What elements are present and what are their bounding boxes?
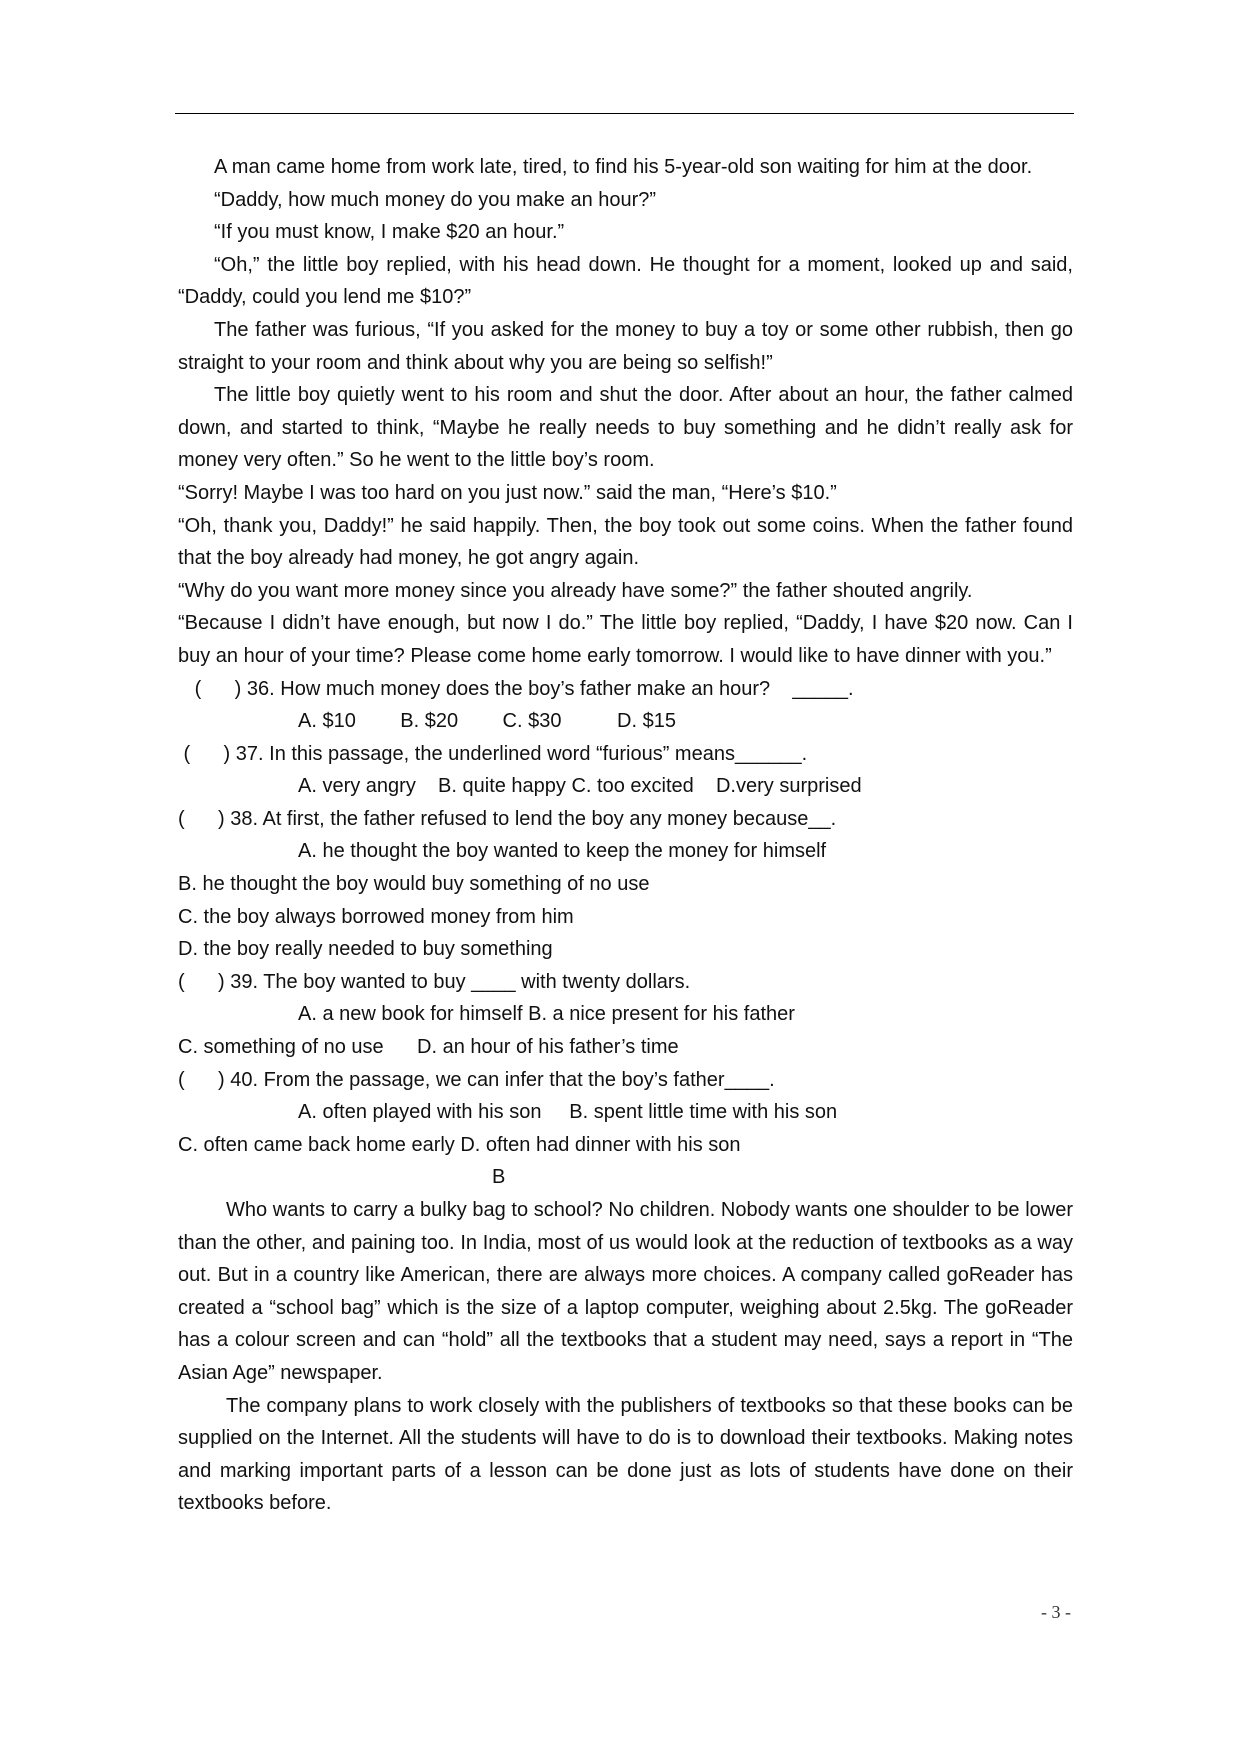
passage-a-paragraph: “If you must know, I make $20 an hour.” bbox=[214, 221, 565, 244]
question-stem: ( ) 40. From the passage, we can infer that the boy’s father____. bbox=[178, 1068, 775, 1091]
passage-a-paragraph: “Why do you want more money since you already have some?” the father shouted angrily. bbox=[178, 579, 973, 602]
page-number: - 3 - bbox=[1041, 1602, 1071, 1622]
passage-a-paragraph: The father was furious, “If you asked for the money to buy a toy or some other rubbish, then go straight to your room and think about why you are being so selfish!” bbox=[178, 318, 1073, 374]
passage-a-paragraph: The little boy quietly went to his room and shut the door. After about an hour, the father calmed down, and started to think, “Maybe he really needs to buy something and he didn’t really ask for money very often.” So he went to the little boy’s room. bbox=[178, 384, 1073, 472]
question-stem: ( ) 36. How much money does the boy’s father make an hour? _____. bbox=[178, 677, 854, 700]
question-option-d: D. the boy really needed to buy something bbox=[178, 938, 553, 961]
question-40 bbox=[178, 1064, 1073, 1162]
passage-b-paragraph: The company plans to work closely with the publishers of textbooks so that these books can be supplied on the Internet. All the students will have to do is to download their textbooks. Making notes and marking important parts of a lesson can be done just as lots of students have done on their textbooks before. bbox=[178, 1394, 1073, 1515]
section-b-heading: B bbox=[492, 1166, 506, 1189]
question-stem: ( ) 37. In this passage, the underlined word “furious” means______. bbox=[178, 742, 808, 765]
passage-a-paragraph: “Because I didn’t have enough, but now I do.” The little boy replied, “Daddy, I have $20 now. Can I buy an hour of your time? Please come home early tomorrow. I would like to have dinner with you.” bbox=[178, 612, 1073, 667]
question-stem: ( ) 39. The boy wanted to buy ____ with twenty dollars. bbox=[178, 970, 691, 993]
header-rule bbox=[175, 113, 1074, 114]
passage-a-paragraph: “Oh,” the little boy replied, with his head down. He thought for a moment, looked up and said, “Daddy, could you lend me $10?” bbox=[178, 253, 1073, 309]
question-37 bbox=[178, 738, 1073, 803]
question-option-b: B. he thought the boy would buy something of no use bbox=[178, 873, 650, 896]
question-options: A. $10 B. $20 C. $30 D. $15 bbox=[298, 710, 676, 733]
passage-a-paragraph: “Sorry! Maybe I was too hard on you just now.” said the man, “Here’s $10.” bbox=[178, 481, 837, 504]
question-36 bbox=[178, 673, 1073, 738]
question-38 bbox=[178, 803, 1073, 966]
passage-a-paragraph: “Oh, thank you, Daddy!” he said happily. Then, the boy took out some coins. When the father found that the boy already had money, he got angry again. bbox=[178, 514, 1073, 570]
question-stem: ( ) 38. At first, the father refused to lend the boy any money because__. bbox=[178, 807, 837, 830]
document-body bbox=[178, 151, 1073, 1520]
passage-a-paragraph: A man came home from work late, tired, to find his 5-year-old son waiting for him at the door. bbox=[214, 156, 1033, 178]
passage-b-paragraph: Who wants to carry a bulky bag to school? No children. Nobody wants one shoulder to be lower than the other, and paining too. In India, most of us would look at the reduction of textbooks as a way out. But in a country like American, there are always more choices. A company called goReader has created a “school bag” which is the size of a laptop computer, weighing about 2.5kg. The goReader has a colour screen and can “hold” all the textbooks that a student may need, says a report in “The Asian Age” newspaper. bbox=[178, 1199, 1073, 1384]
question-option-a: A. he thought the boy wanted to keep the money for himself bbox=[298, 840, 827, 863]
question-options-cd: C. often came back home early D. often had dinner with his son bbox=[178, 1133, 741, 1156]
question-options-ab: A. a new book for himself B. a nice present for his father bbox=[298, 1003, 795, 1026]
question-options-cd: C. something of no use D. an hour of his father’s time bbox=[178, 1036, 679, 1059]
question-39 bbox=[178, 966, 1073, 1064]
question-options: A. very angry B. quite happy C. too excited D.very surprised bbox=[298, 775, 862, 798]
question-options-ab: A. often played with his son B. spent little time with his son bbox=[298, 1101, 838, 1124]
question-option-c: C. the boy always borrowed money from him bbox=[178, 905, 574, 928]
passage-a-paragraph: “Daddy, how much money do you make an hour?” bbox=[214, 188, 657, 211]
